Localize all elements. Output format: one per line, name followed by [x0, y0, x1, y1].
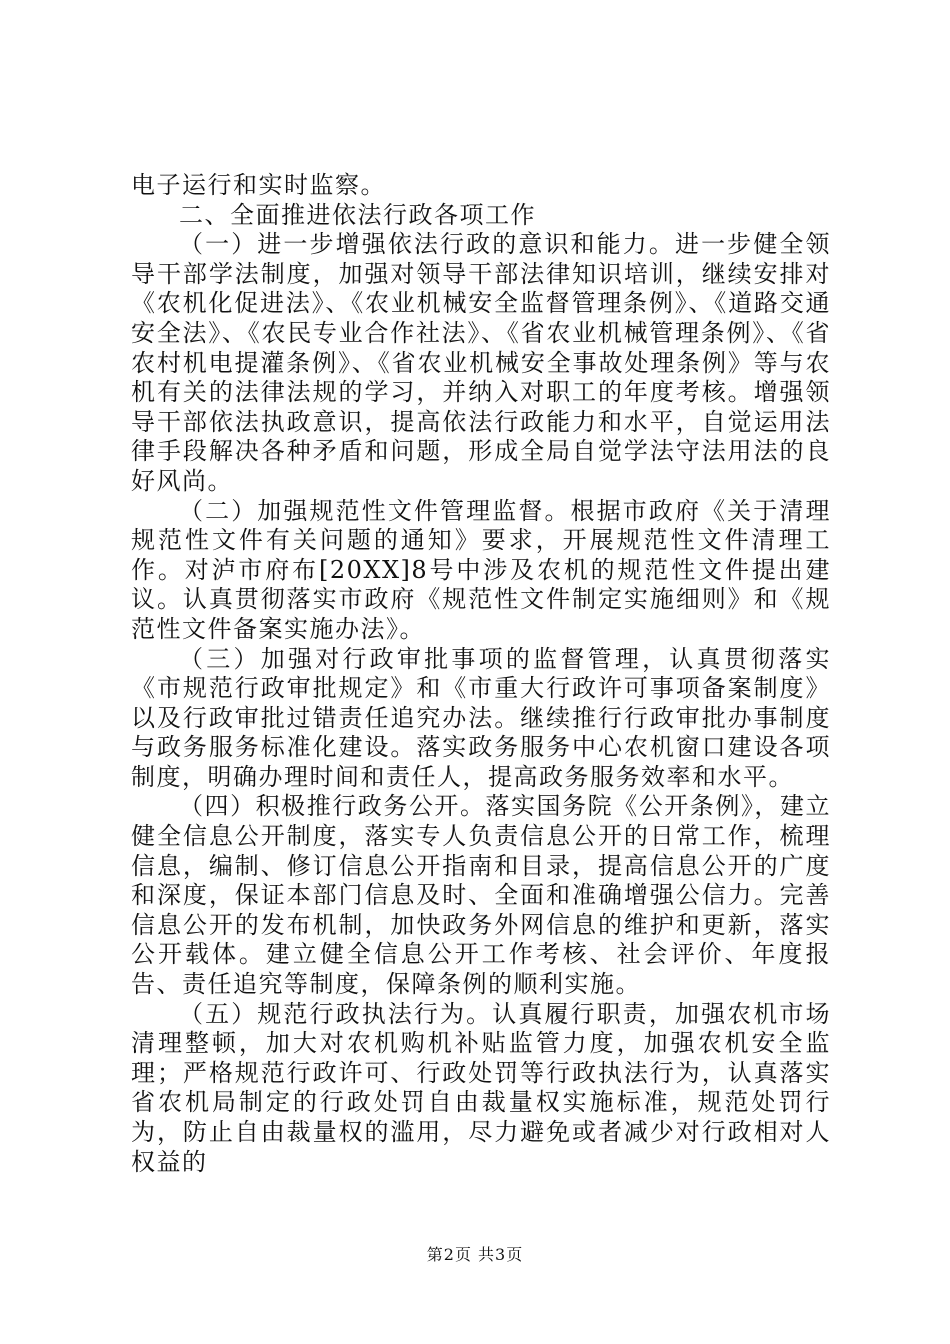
- page-number-footer: 第2页 共3页: [426, 1245, 524, 1264]
- section-heading: 二、全面推进依法行政各项工作: [179, 200, 536, 229]
- paragraph-continuation: 电子运行和实时监察。: [131, 171, 386, 199]
- paragraph-item-5: （五）规范行政执法行为。认真履行职责，加强农机市场清理整顿，加大对农机购机补贴监管力度，加强农机安全监理；严格规范行政许可、行政处罚等行政执法行为，认真落实省农机局制定的行政处罚自由裁量权实施标准，规范处罚行为，防止自由裁量权的滥用，尽力避免或者减少对行政相对人权益的: [131, 999, 831, 1176]
- paragraph-item-3: （三）加强对行政审批事项的监督管理，认真贯彻落实《市规范行政审批规定》和《市重大行政许可事项备案制度》以及行政审批过错责任追究办法。继续推行行政审批办事制度与政务服务标准化建设。落实政务服务中心农机窗口建设各项制度，明确办理时间和责任人，提高政务服务效率和水平。: [131, 644, 831, 791]
- paragraph-item-2: （二）加强规范性文件管理监督。根据市政府《关于清理规范性文件有关问题的通知》要求，开展规范性文件清理工作。对泸市府布[20XX]8号中涉及农机的规范性文件提出建议。认真贯彻落实市政府《规范性文件制定实施细则》和《规范性文件备案实施办法》。: [131, 496, 831, 643]
- document-body: [131, 171, 831, 1177]
- paragraph-item-1: （一）进一步增强依法行政的意识和能力。进一步健全领导干部学法制度，加强对领导干部法律知识培训，继续安排对《农机化促进法》、《农业机械安全监督管理条例》、《道路交通安全法》、《农民专业合作社法》、《省农业机械管理条例》、《省农村机电提灌条例》、《省农业机械安全事故处理条例》等与农机有关的法律法规的学习，并纳入对职工的年度考核。增强领导干部依法执政意识，提高依法行政能力和水平，自觉运用法律手段解决各种矛盾和问题，形成全局自觉学法守法用法的良好风尚。: [131, 230, 831, 495]
- paragraph-item-4: （四）积极推行政务公开。落实国务院《公开条例》，建立健全信息公开制度，落实专人负责信息公开的日常工作，梳理信息，编制、修订信息公开指南和目录，提高信息公开的广度和深度，保证本部门信息及时、全面和准确增强公信力。完善信息公开的发布机制，加快政务外网信息的维护和更新，落实公开载体。建立健全信息公开工作考核、社会评价、年度报告、责任追究等制度，保障条例的顺利实施。: [131, 792, 831, 999]
